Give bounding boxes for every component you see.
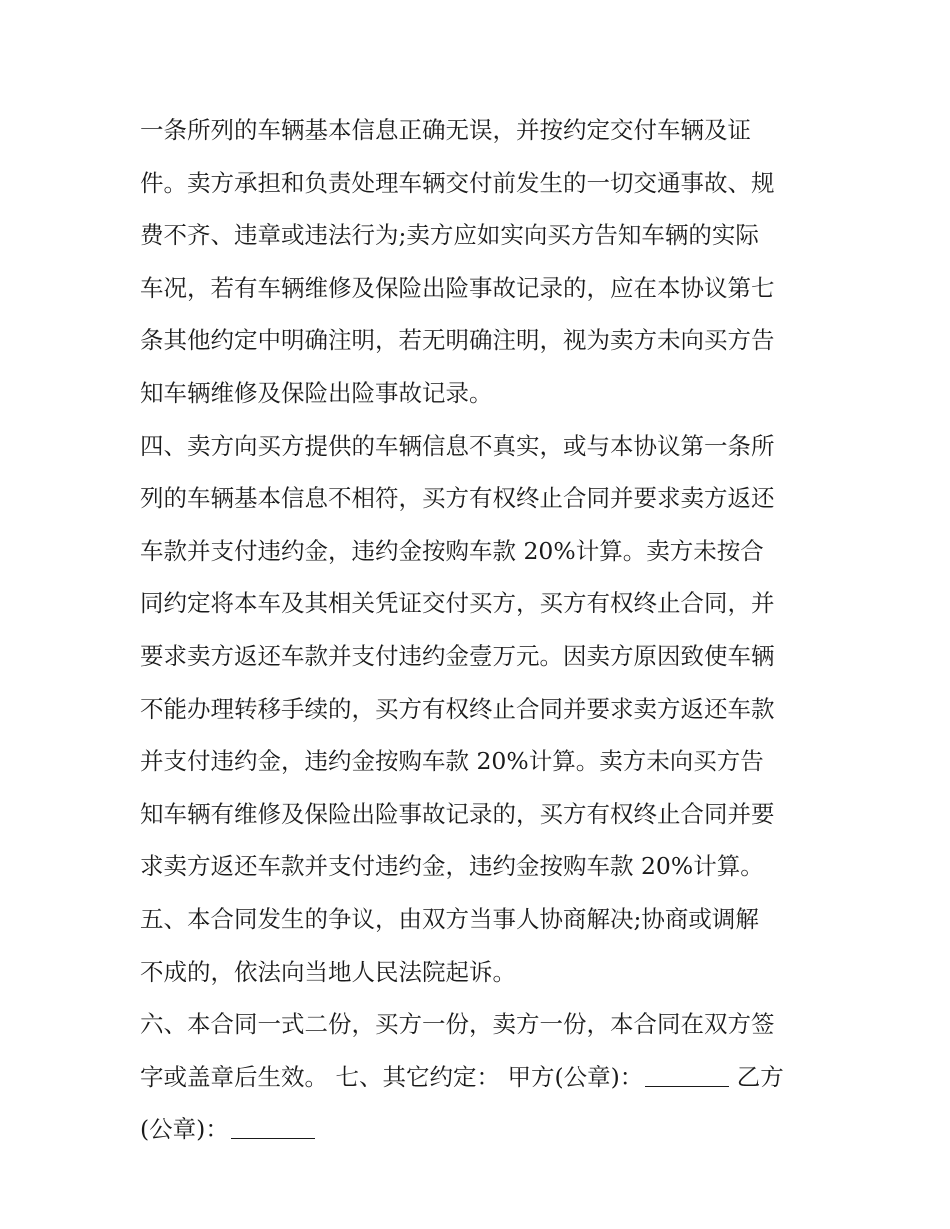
- seal-label: (公章)：: [140, 1115, 229, 1144]
- signature-line-party-a: [140, 1051, 816, 1104]
- text-line: 车况，若有车辆维修及保险出险事故记录的，应在本协议第七: [140, 273, 775, 302]
- party-b-label: 乙方: [736, 1062, 784, 1091]
- text-line: 并支付违约金，违约金按购车款 20%计算。卖方未向买方告: [140, 747, 764, 776]
- text-line: 不能办理转移手续的，买方有权终止合同并要求卖方返还车款: [140, 694, 775, 723]
- text-line: 车款并支付违约金，违约金按购车款 20%计算。卖方未按合: [140, 536, 764, 565]
- text-line: 一条所列的车辆基本信息正确无误，并按约定交付车辆及证: [140, 116, 751, 144]
- text-line: 知车辆维修及保险出险事故记录。: [140, 378, 493, 407]
- text-line: 要求卖方返还车款并支付违约金壹万元。因卖方原因致使车辆: [140, 641, 775, 670]
- party-a-seal-blank: [645, 1064, 729, 1087]
- text-line: 不成的，依法向当地人民法院起诉。: [140, 957, 516, 986]
- signature-line-party-b: [140, 1103, 816, 1156]
- document-page: [140, 104, 816, 1156]
- text-line: 四、卖方向买方提供的车辆信息不真实，或与本协议第一条所: [140, 431, 775, 460]
- text-line: 同约定将本车及其相关凭证交付买方，买方有权终止合同，并: [140, 589, 775, 618]
- text-line: 列的车辆基本信息不相符，买方有权终止合同并要求卖方返还: [140, 484, 775, 513]
- text-line: 条其他约定中明确注明，若无明确注明，视为卖方未向买方告: [140, 326, 775, 355]
- signature-text: 字或盖章后生效。 七、其它约定： 甲方(公章)：: [140, 1062, 644, 1091]
- text-line: 五、本合同发生的争议，由双方当事人协商解决;协商或调解: [140, 904, 759, 933]
- text-line: 求卖方返还车款并支付违约金，违约金按购车款 20%计算。: [140, 852, 764, 881]
- text-line: 件。卖方承担和负责处理车辆交付前发生的一切交通事故、规: [140, 168, 775, 197]
- text-line: 费不齐、违章或违法行为;卖方应如实向买方告知车辆的实际: [140, 221, 759, 250]
- text-line: 知车辆有维修及保险出险事故记录的，买方有权终止合同并要: [140, 799, 775, 828]
- party-b-seal-blank: [231, 1116, 315, 1139]
- text-line: 六、本合同一式二份，买方一份，卖方一份，本合同在双方签: [140, 1010, 775, 1039]
